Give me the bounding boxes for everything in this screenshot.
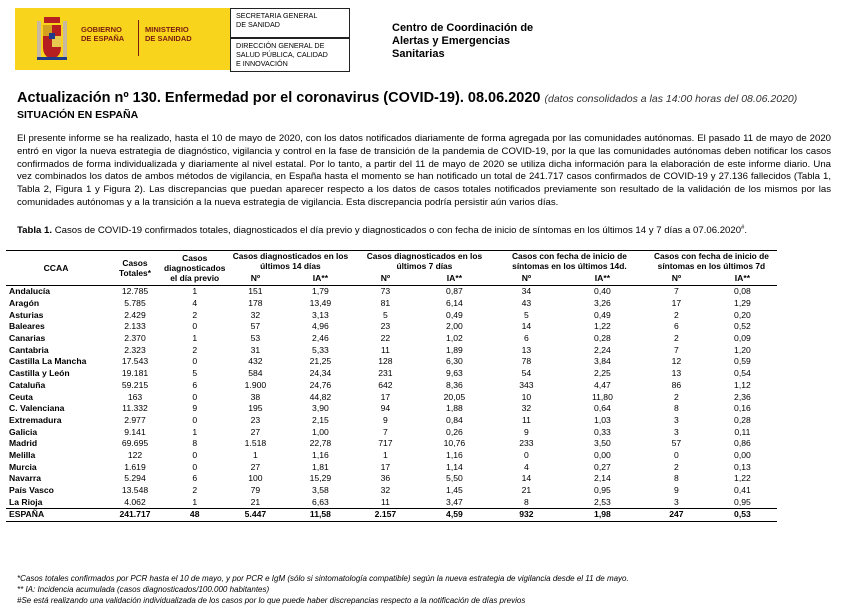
value-cell: 1: [192, 286, 198, 297]
value-cell: 86: [671, 379, 682, 390]
value-cell: 69.695: [121, 438, 149, 449]
col-ia: IA**: [559, 271, 645, 286]
value-cell: 2: [674, 333, 679, 344]
table-row: [6, 426, 777, 438]
value-cell: 3,13: [312, 309, 329, 320]
region-cell: Cataluña: [9, 379, 46, 390]
value-cell: 4,47: [594, 379, 611, 390]
table-row: [6, 309, 777, 321]
value-cell: 27: [250, 461, 261, 472]
value-cell: 1,14: [446, 461, 463, 472]
value-cell: 3,50: [594, 438, 611, 449]
col-diag7: Casos diagnosticados en los últimos 7 días: [355, 251, 493, 272]
value-cell: 2: [192, 344, 198, 355]
value-cell: 122: [127, 449, 143, 460]
value-cell: 5: [192, 368, 198, 379]
value-cell: 1,22: [594, 321, 611, 332]
value-cell: 1: [253, 449, 258, 460]
col-ia: IA**: [707, 271, 777, 286]
value-cell: 22: [380, 333, 391, 344]
value-cell: 54: [521, 368, 532, 379]
col-ccaa: CCAA: [6, 251, 106, 286]
value-cell: 24,34: [309, 368, 332, 379]
value-cell: 2,46: [312, 333, 329, 344]
value-cell: 2.323: [124, 344, 146, 355]
value-cell: 17: [671, 298, 682, 309]
value-cell: 81: [380, 298, 391, 309]
value-cell: 9: [524, 426, 529, 437]
value-cell: 6,63: [285, 496, 355, 508]
value-cell: 1,98: [559, 509, 645, 522]
value-cell: 17: [380, 461, 391, 472]
table-row: [6, 344, 777, 356]
value-cell: 13.548: [121, 485, 149, 496]
region-cell: Ceuta: [9, 391, 33, 402]
intro-paragraph: El presente informe se ha realizado, hasta el 10 de mayo de 2020, con los datos notificados diariamente de forma agregada por las comunidades autónomas. El pasado 11 de mayo de 2020 entró en vigor la nueva estrategia de diagnóstico, vigilancia y control en la fase de transición de la pandemia de COVID-19, por la que las comunidades autónomas deben notificar los casos confirmados de forma individualizada y diariamente al nivel estatal. Por lo tanto, a partir del 11 de mayo de 2020 se utiliza dicha información para la elaboración de este informe diario. Una vez combinados los datos de ambos métodos de vigilancia, en España hasta el momento se han notificado un total de 241.717 casos confirmados de COVID-19 y 27.136 fallecidos (Tabla 1, Tabla 2, Figura 1 y Figura 2). Las discrepancias que puedan aparecer respecto a los datos de casos totales notificados previamente son resultado de la validación de los mismos por las comunidades autónomas y a la transición a la nueva estrategia de vigilancia. Esta discrepancia podría persistir aún varios días.: [17, 133, 831, 208]
value-cell: 2.370: [124, 333, 146, 344]
region-cell: País Vasco: [9, 485, 54, 496]
value-cell: 1: [164, 496, 225, 508]
value-cell: 3,84: [594, 356, 611, 367]
value-cell: 1.518: [244, 438, 267, 449]
value-cell: 247: [645, 509, 707, 522]
value-cell: 6: [524, 333, 529, 344]
value-cell: 1,45: [446, 485, 463, 496]
table-row: [6, 380, 777, 392]
value-cell: 57: [671, 438, 682, 449]
value-cell: 5.294: [124, 473, 146, 484]
value-cell: 1,03: [594, 414, 611, 425]
value-cell: 21: [521, 485, 532, 496]
value-cell: 17: [380, 391, 391, 402]
value-cell: 0,09: [734, 333, 751, 344]
value-cell: 24,76: [309, 379, 332, 390]
value-cell: 0,00: [594, 449, 611, 460]
value-cell: 11: [380, 344, 390, 355]
value-cell: 4.062: [106, 496, 164, 508]
section-heading: SITUACIÓN EN ESPAÑA: [17, 109, 139, 121]
value-cell: 0: [524, 449, 529, 460]
value-cell: 12.785: [121, 286, 149, 297]
value-cell: 2.977: [124, 414, 146, 425]
value-cell: 195: [248, 403, 263, 414]
value-cell: 241.717: [106, 509, 164, 522]
value-cell: 6: [674, 321, 679, 332]
col-n: Nº: [355, 271, 415, 286]
table-row: [6, 391, 777, 403]
table-row: [6, 286, 777, 298]
value-cell: 0,16: [734, 403, 751, 414]
report-title: Actualización nº 130. Enfermedad por el coronavirus (COVID-19). 08.06.2020 (datos consolidados a las 14:00 horas del 08.06.2020): [17, 90, 798, 106]
region-cell: Baleares: [9, 321, 45, 332]
value-cell: 11: [355, 496, 415, 508]
value-cell: 5,33: [312, 344, 329, 355]
value-cell: 2: [674, 309, 679, 320]
value-cell: 0,95: [594, 485, 611, 496]
value-cell: 57: [250, 321, 261, 332]
value-cell: 20,05: [443, 391, 466, 402]
value-cell: 11,80: [591, 391, 613, 402]
region-cell: ESPAÑA: [6, 509, 106, 522]
value-cell: 14: [521, 473, 532, 484]
region-cell: Madrid: [9, 438, 38, 449]
region-cell: La Rioja: [6, 496, 106, 508]
footnote-totales: *Casos totales confirmados por PCR hasta el 10 de mayo, y por PCR e IgM (sólo si sintomatología compatible) según la nueva estrategia de vigilancia desde el 11 de mayo.: [17, 574, 629, 583]
value-cell: 9: [674, 485, 679, 496]
value-cell: 432: [248, 356, 263, 367]
direccion-box: DIRECCIÓN GENERAL DE SALUD PÚBLICA, CALIDAD E INNOVACIÓN: [230, 38, 350, 72]
secretaria-box: SECRETARIA GENERAL DE SANIDAD: [230, 8, 350, 38]
value-cell: 3,90: [312, 403, 329, 414]
value-cell: 22,78: [309, 438, 332, 449]
value-cell: 11.332: [122, 403, 148, 414]
value-cell: 11,58: [285, 509, 355, 522]
value-cell: 3,26: [594, 298, 611, 309]
value-cell: 0,87: [446, 286, 463, 297]
value-cell: 27: [250, 426, 261, 437]
value-cell: 1: [192, 426, 198, 437]
value-cell: 9.141: [124, 426, 146, 437]
value-cell: 94: [380, 403, 391, 414]
region-cell: Castilla y León: [9, 368, 70, 379]
value-cell: 21,25: [309, 356, 332, 367]
region-cell: Murcia: [9, 461, 37, 472]
value-cell: 38: [250, 391, 261, 402]
table-row: [6, 298, 777, 310]
value-cell: 584: [248, 368, 263, 379]
value-cell: 0: [192, 461, 198, 472]
value-cell: 73: [380, 286, 391, 297]
table-row: [6, 485, 777, 497]
value-cell: 0,00: [734, 449, 751, 460]
value-cell: 8: [493, 496, 559, 508]
value-cell: 0,49: [446, 309, 463, 320]
value-cell: 7: [674, 286, 679, 297]
value-cell: 231: [378, 368, 393, 379]
value-cell: 2.429: [124, 309, 146, 320]
value-cell: 3: [674, 426, 679, 437]
value-cell: 3: [674, 414, 679, 425]
table-row: [6, 356, 777, 368]
value-cell: 0,20: [734, 309, 751, 320]
region-cell: Canarias: [9, 333, 46, 344]
value-cell: 3,47: [415, 496, 493, 508]
value-cell: 32: [521, 403, 532, 414]
value-cell: 0,49: [594, 309, 611, 320]
value-cell: 2: [192, 485, 198, 496]
region-cell: Asturias: [9, 309, 44, 320]
value-cell: 21: [225, 496, 285, 508]
value-cell: 163: [127, 391, 143, 402]
table-row: [6, 438, 777, 450]
value-cell: 10,76: [443, 438, 466, 449]
value-cell: 343: [519, 379, 534, 390]
gobierno-text: GOBIERNO DE ESPAÑA: [81, 25, 125, 43]
value-cell: 1,16: [312, 449, 329, 460]
value-cell: 53: [250, 333, 261, 344]
value-cell: 1.900: [244, 379, 267, 390]
value-cell: 9: [192, 403, 198, 414]
table-row: [6, 415, 777, 427]
value-cell: 13: [521, 344, 532, 355]
value-cell: 0,86: [734, 438, 751, 449]
region-cell: Cantabria: [9, 344, 49, 355]
value-cell: 1,12: [734, 379, 751, 390]
value-cell: 2,24: [594, 344, 611, 355]
value-cell: 48: [164, 509, 225, 522]
value-cell: 128: [378, 356, 393, 367]
value-cell: 10: [521, 391, 532, 402]
value-cell: 5.785: [124, 298, 146, 309]
value-cell: 0: [192, 414, 198, 425]
value-cell: 6: [192, 473, 198, 484]
value-cell: 1,20: [734, 344, 751, 355]
value-cell: 1.619: [124, 461, 146, 472]
value-cell: 2,25: [594, 368, 611, 379]
region-cell: Aragón: [9, 298, 40, 309]
value-cell: 12: [671, 356, 682, 367]
value-cell: 2: [674, 391, 679, 402]
value-cell: 6: [192, 379, 198, 390]
value-cell: 4,96: [312, 321, 329, 332]
value-cell: 1,89: [446, 344, 463, 355]
region-cell: Navarra: [9, 473, 42, 484]
value-cell: 5.447: [225, 509, 285, 522]
ministerio-text: MINISTERIO DE SANIDAD: [145, 25, 192, 43]
value-cell: 1,81: [312, 461, 329, 472]
region-cell: Melilla: [9, 449, 36, 460]
report-subtitle: (datos consolidados a las 14:00 horas del 08.06.2020): [544, 93, 798, 105]
value-cell: 642: [378, 379, 393, 390]
total-row: [6, 509, 777, 522]
col-sint14: Casos con fecha de inicio de síntomas en los últimos 14d.: [493, 251, 645, 272]
value-cell: 0,28: [594, 333, 611, 344]
col-previo: Casos diagnosticados el día previo: [164, 251, 225, 286]
value-cell: 4: [192, 298, 198, 309]
value-cell: 0,13: [734, 461, 751, 472]
value-cell: 0,08: [734, 286, 751, 297]
value-cell: 9: [383, 414, 388, 425]
value-cell: 14: [521, 321, 532, 332]
value-cell: 7: [383, 426, 388, 437]
value-cell: 2,53: [559, 496, 645, 508]
value-cell: 1,29: [734, 298, 751, 309]
value-cell: 3,58: [312, 485, 329, 496]
value-cell: 0,52: [734, 321, 751, 332]
value-cell: 0: [674, 449, 679, 460]
value-cell: 3: [645, 496, 707, 508]
region-cell: C. Valenciana: [9, 403, 65, 414]
col-n: Nº: [645, 271, 707, 286]
value-cell: 100: [248, 473, 263, 484]
value-cell: 0,53: [707, 509, 777, 522]
value-cell: 2,15: [312, 414, 329, 425]
value-cell: 8,36: [446, 379, 463, 390]
value-cell: 1,88: [446, 403, 463, 414]
table-row: [6, 496, 777, 508]
value-cell: 13,49: [309, 298, 332, 309]
value-cell: 43: [521, 298, 532, 309]
value-cell: 5,50: [446, 473, 463, 484]
value-cell: 13: [671, 368, 682, 379]
government-logo: [15, 8, 230, 70]
value-cell: 0,26: [446, 426, 463, 437]
value-cell: 0,33: [594, 426, 611, 437]
value-cell: 151: [248, 286, 263, 297]
value-cell: 8: [674, 473, 679, 484]
value-cell: 59.215: [121, 379, 149, 390]
table-caption: Tabla 1. Casos de COVID-19 confirmados totales, diagnosticados el día previo y diagnosticados o con fecha de inicio de síntomas en los últimos 14 y 7 días a 07.06.2020#.: [17, 225, 748, 237]
logo-divider: [138, 20, 139, 56]
value-cell: 1,00: [312, 426, 329, 437]
region-cell: Extremadura: [9, 414, 62, 425]
col-n: Nº: [493, 271, 559, 286]
value-cell: 78: [521, 356, 532, 367]
value-cell: 1,16: [446, 449, 463, 460]
col-totales: Casos Totales*: [106, 251, 164, 286]
value-cell: 2,36: [734, 391, 751, 402]
col-n: Nº: [225, 271, 285, 286]
value-cell: 0: [192, 449, 198, 460]
col-ia: IA**: [415, 271, 493, 286]
table-row: [6, 450, 777, 462]
footnote-ia: ** IA: Incidencia acumulada (casos diagnosticados/100.000 habitantes): [17, 585, 270, 594]
value-cell: 4,59: [415, 509, 493, 522]
ccaes-title: Centro de Coordinación de Alertas y Emergencias Sanitarias: [392, 22, 534, 60]
value-cell: 0,28: [734, 414, 751, 425]
table-row: [6, 368, 777, 380]
value-cell: 0: [192, 391, 198, 402]
value-cell: 79: [250, 485, 261, 496]
value-cell: 11: [521, 414, 531, 425]
value-cell: 44,82: [309, 391, 332, 402]
region-cell: Castilla La Mancha: [9, 356, 87, 367]
value-cell: 2.157: [355, 509, 415, 522]
value-cell: 0: [192, 321, 198, 332]
value-cell: 2,14: [594, 473, 611, 484]
value-cell: 5: [383, 309, 388, 320]
value-cell: 932: [493, 509, 559, 522]
region-cell: Galicia: [9, 426, 38, 437]
value-cell: 2: [192, 309, 198, 320]
coat-of-arms-icon: [35, 13, 69, 65]
table-row: [6, 403, 777, 415]
col-sint7: Casos con fecha de inicio de síntomas en los últimos 7d: [645, 251, 777, 272]
value-cell: 0,64: [594, 403, 611, 414]
value-cell: 15,29: [309, 473, 332, 484]
value-cell: 36: [380, 473, 391, 484]
value-cell: 5: [524, 309, 529, 320]
value-cell: 2.133: [124, 321, 146, 332]
value-cell: 23: [380, 321, 391, 332]
value-cell: 6,14: [446, 298, 463, 309]
table-row: [6, 461, 777, 473]
value-cell: 0,40: [594, 286, 611, 297]
value-cell: 6,30: [446, 356, 463, 367]
value-cell: 19.181: [121, 368, 149, 379]
col-diag14: Casos diagnosticados en los últimos 14 días: [225, 251, 355, 272]
value-cell: 34: [521, 286, 532, 297]
value-cell: 1,22: [734, 473, 751, 484]
value-cell: 233: [519, 438, 534, 449]
table-row: [6, 333, 777, 345]
value-cell: 0,41: [734, 485, 751, 496]
col-ia: IA**: [285, 271, 355, 286]
value-cell: 0: [192, 356, 198, 367]
value-cell: 7: [674, 344, 679, 355]
value-cell: 0,11: [734, 426, 751, 437]
value-cell: 1,02: [446, 333, 463, 344]
value-cell: 32: [380, 485, 391, 496]
value-cell: 4: [524, 461, 529, 472]
value-cell: 2,00: [446, 321, 463, 332]
value-cell: 31: [250, 344, 261, 355]
value-cell: 178: [248, 298, 263, 309]
cases-table: [6, 250, 777, 522]
value-cell: 32: [250, 309, 261, 320]
value-cell: 8: [674, 403, 679, 414]
footnote-validacion: #Se está realizando una validación individualizada de los casos por lo que puede haber discrepancias respecto a la notificación de días previos: [17, 596, 526, 605]
value-cell: 0,84: [446, 414, 463, 425]
value-cell: 717: [378, 438, 393, 449]
value-cell: 0,59: [734, 356, 751, 367]
value-cell: 0,95: [707, 496, 777, 508]
region-cell: Andalucía: [9, 286, 51, 297]
table-row: [6, 473, 777, 485]
value-cell: 0,27: [594, 461, 611, 472]
value-cell: 17.543: [121, 356, 149, 367]
table-row: [6, 321, 777, 333]
value-cell: 1: [192, 333, 198, 344]
value-cell: 1,79: [312, 286, 329, 297]
value-cell: 0,54: [734, 368, 751, 379]
value-cell: 2: [674, 461, 679, 472]
value-cell: 1: [383, 449, 388, 460]
value-cell: 9,63: [446, 368, 463, 379]
document-header: [0, 0, 848, 80]
value-cell: 8: [192, 438, 198, 449]
value-cell: 23: [250, 414, 261, 425]
